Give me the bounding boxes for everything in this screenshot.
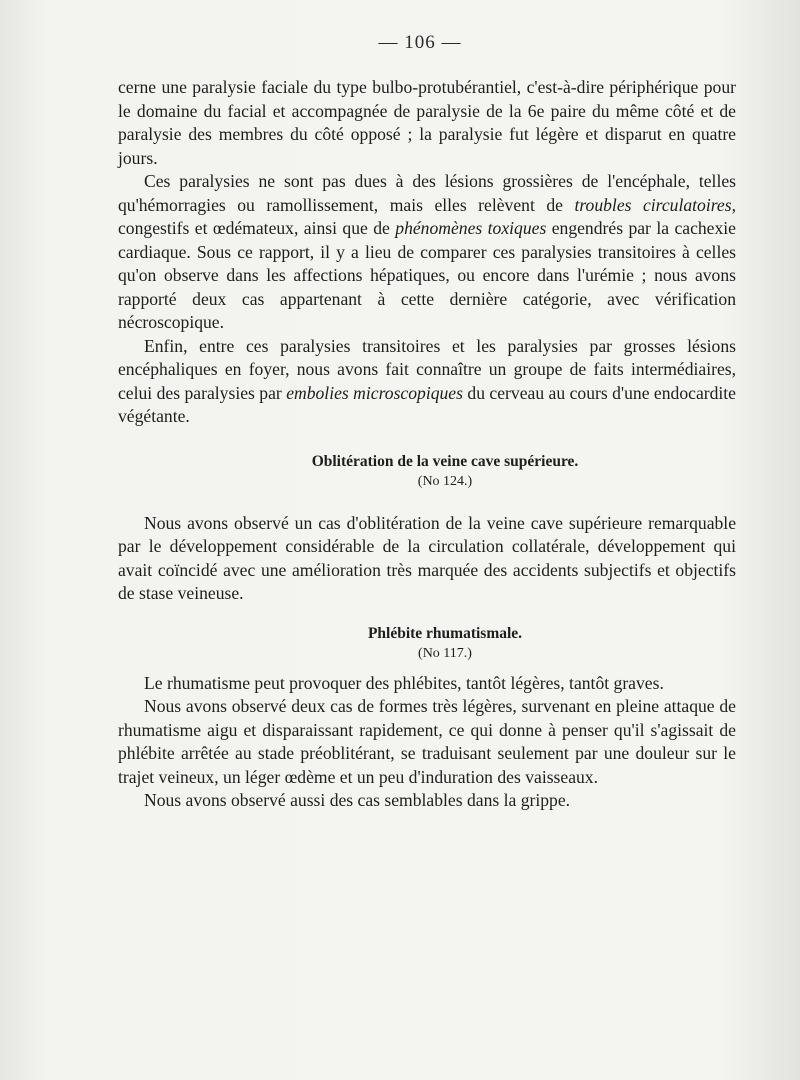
section-title-phlebite: Phlébite rhumatismale. — [367, 624, 523, 642]
paragraph-phlebite-grippe: Nous avons observé aussi des cas semblables dans la grippe. — [144, 790, 571, 810]
section-number-117: (No 117.) — [418, 645, 472, 661]
paragraph-text: Enfin, entre ces paralysies transitoires et les paralysies par grosses lésions encéphaliques en foyer, nous avons fait connaître un groupe de faits intermédiaires, celui des paralysies par — [118, 335, 736, 403]
section-number-124: (No 124.) — [417, 473, 473, 489]
paragraph-embolies — [118, 335, 736, 429]
paragraph-phlebite-cas: Nous avons observé deux cas de formes très légères, survenant en pleine attaque de rhumatisme aigu et disparaissant rapidement, ce qui donne à penser qu'il s'agissait de phlébite arrêtée au stade préoblitérant, se traduisant seulement par une douleur sur le trajet veineux, un léger œdème et un peu d'induration des vaisseaux. — [118, 696, 736, 787]
paragraph-continuation: cerne une paralysie faciale du type bulbo-protubérantiel, c'est-à-dire périphérique pour le domaine du facial et accompagnée de paralysie de la 6e paire du même côté et de paralysie des membres du côté opposé ; la paralysie fut légère et disparut en quatre jours. — [118, 77, 736, 168]
page-number: — 106 — — [378, 32, 462, 53]
paragraph-text: du cerveau au cours d'une endocardite végétante. — [118, 382, 736, 426]
spacer — [118, 492, 736, 512]
paragraph-text: Ces paralysies ne sont pas dues à des lésions grossières de l'encéphale, telles qu'hémorragies ou ramollissement, mais elles relèvent de — [118, 171, 736, 215]
emphasis-embolies-microscopiques: embolies microscopiques — [286, 382, 463, 403]
paragraph-paralysies-causes — [118, 170, 736, 335]
paragraph-phlebite-intro: Le rhumatisme peut provoquer des phlébites, tantôt légères, tantôt graves. — [144, 672, 664, 693]
paragraph-veine-cave: Nous avons observé un cas d'oblitération de la veine cave supérieure remarquable par le développement considérable de la circulation collatérale, développement qui avait coïncidé avec une amélioration très marquée des accidents subjectifs et objectifs de stase veineuse. — [118, 512, 736, 603]
spacer — [118, 429, 736, 452]
paragraph-text: , congestifs et œdémateux, ainsi que de — [118, 194, 736, 238]
section-title-veine-cave: Oblitération de la veine cave supérieure. — [311, 452, 579, 470]
emphasis-phenomenes-toxiques: phénomènes toxiques — [395, 218, 547, 238]
spacer — [118, 606, 736, 624]
spacer — [118, 664, 736, 672]
paragraph-text: engendrés par la cachexie cardiaque. Sous ce rapport, il y a lieu de comparer ces paralysies transitoires à celles qu'on observe dans les affections hépatiques, ou encore dans l'urémie ; nous avons rapporté deux cas appartenant à cette dernière catégorie, avec vérification nécroscopique. — [118, 218, 736, 332]
page-body — [118, 76, 736, 813]
emphasis-troubles-circulatoires: troubles circulatoires — [574, 194, 732, 215]
